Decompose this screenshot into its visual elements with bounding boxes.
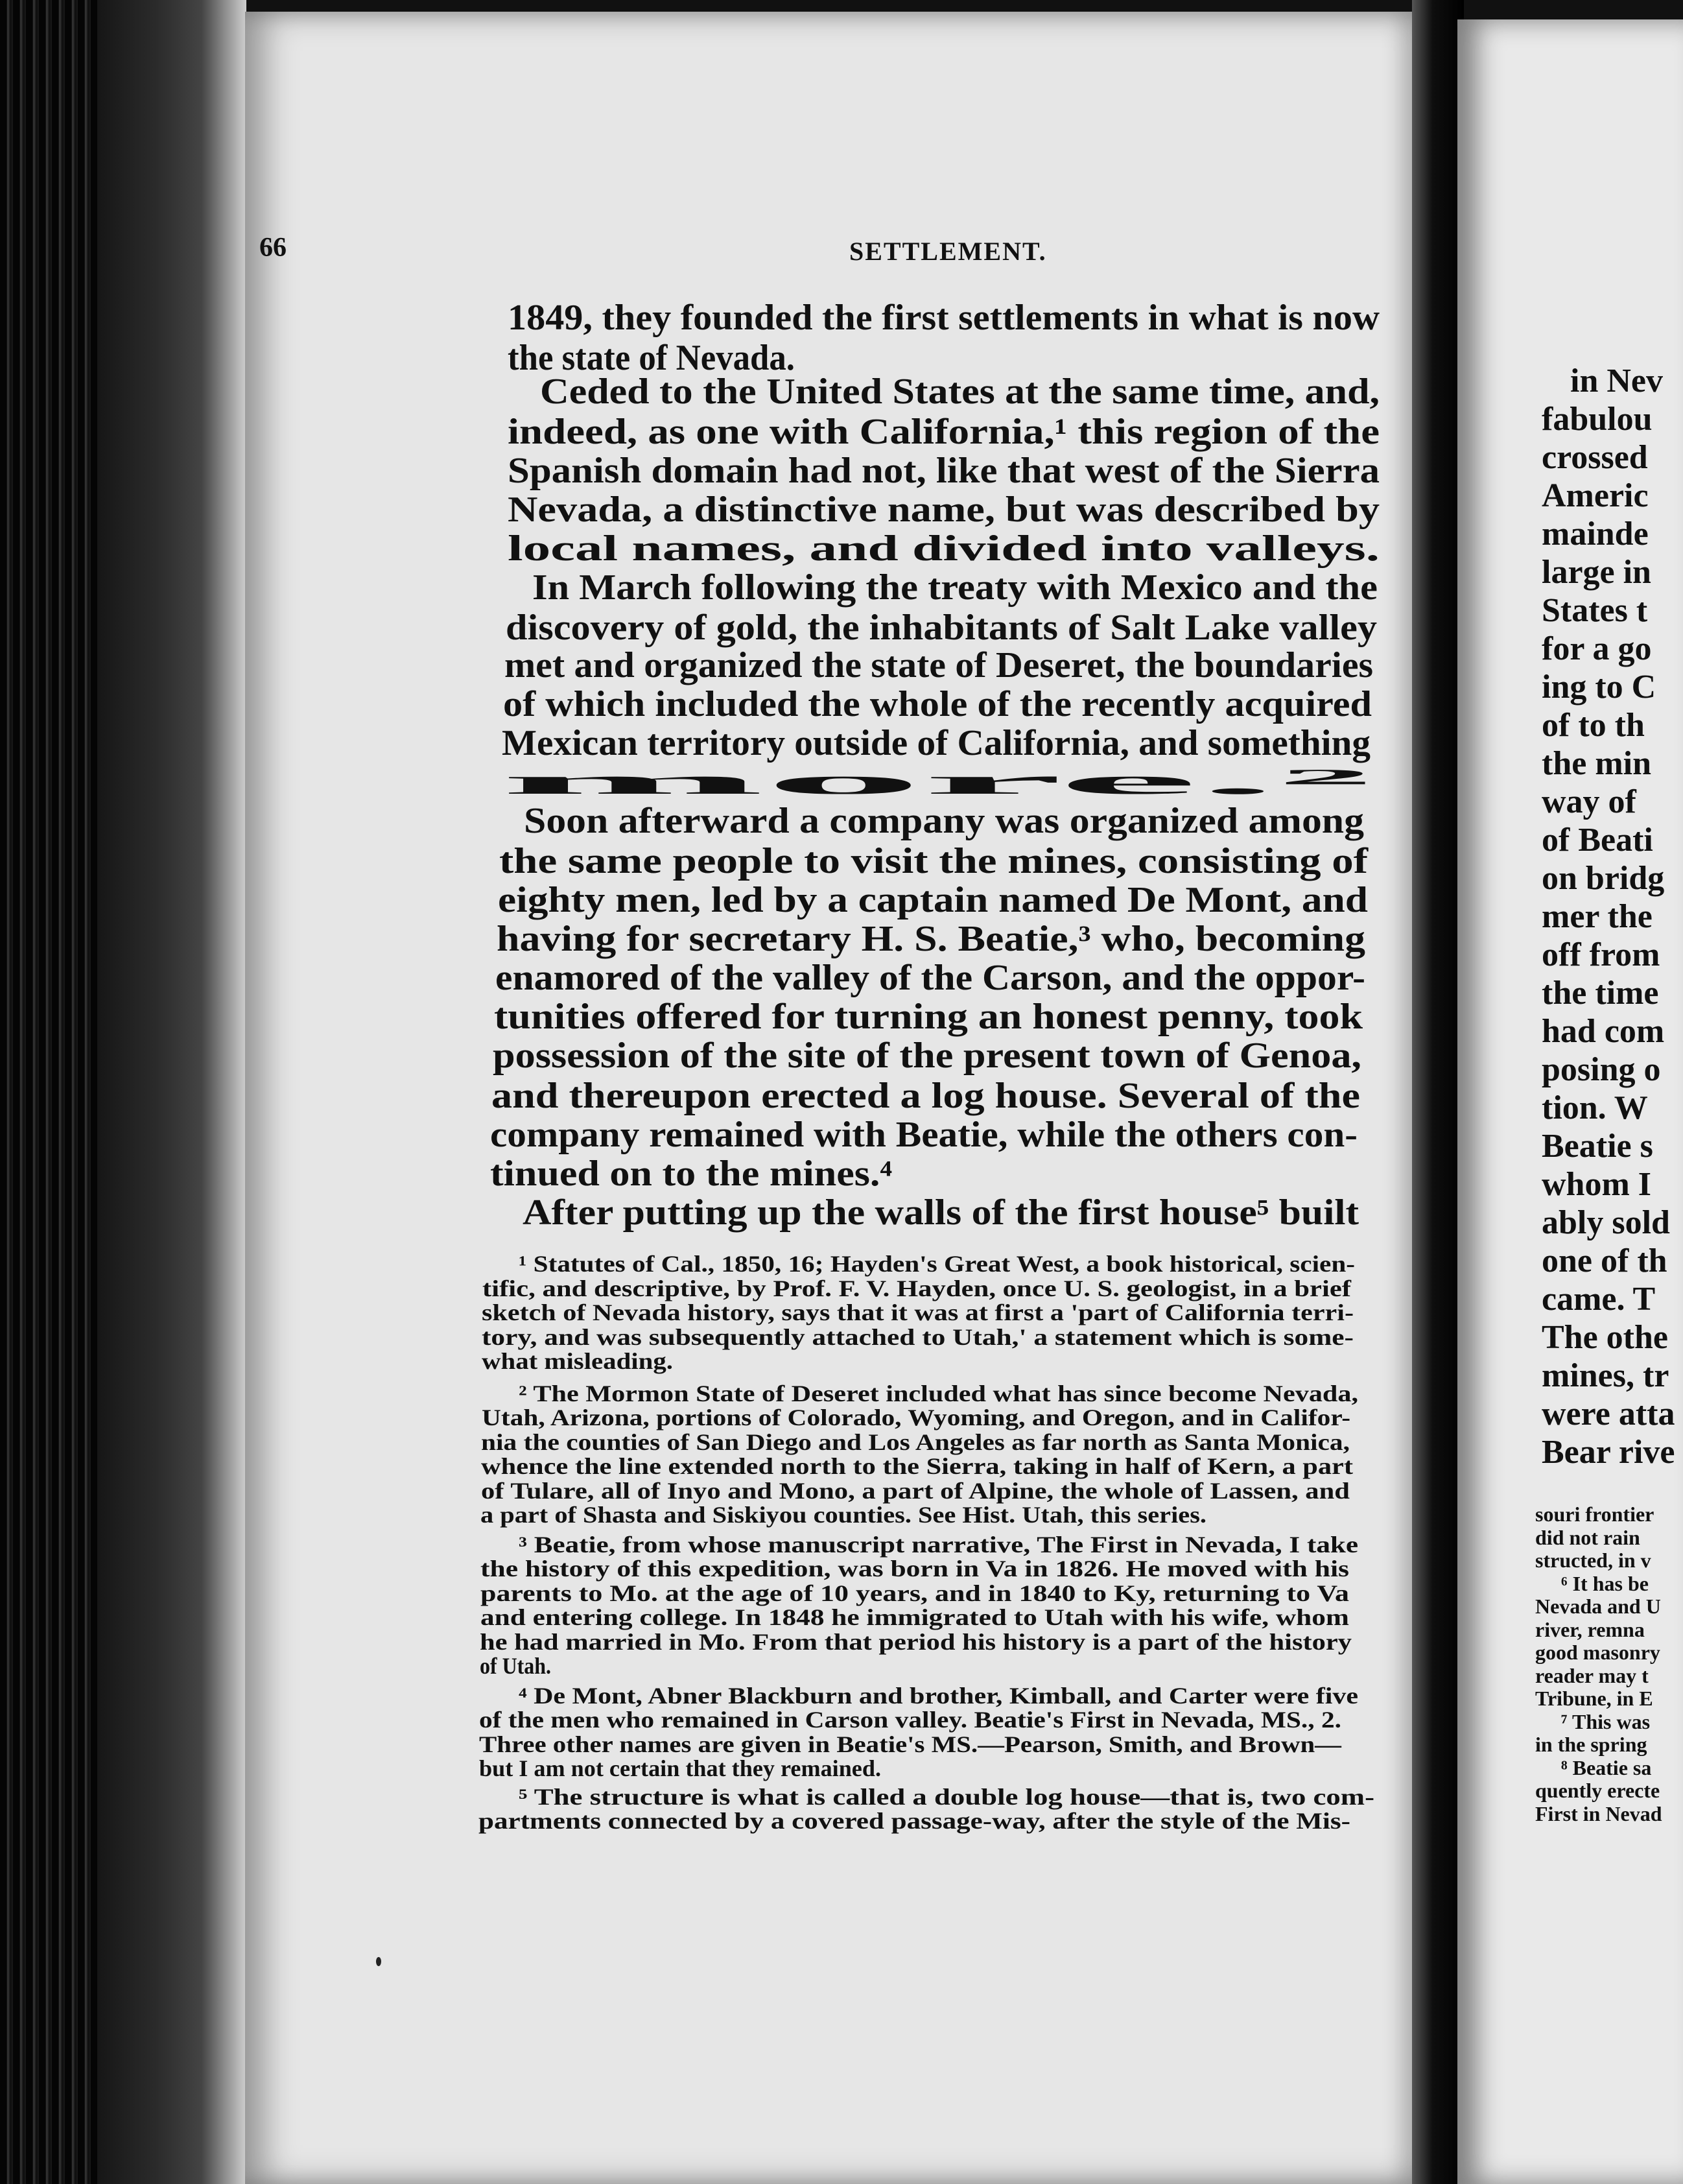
body-line: indeed, as one with California,¹ this region of the [508, 412, 1380, 452]
next-page-line: Americ [1542, 477, 1649, 514]
next-page-line: off from [1542, 936, 1660, 973]
footnote-line: sketch of Nevada history, says that it was at first a 'part of California terri- [482, 1300, 1354, 1325]
footnote-line: ⁵ The structure is what is called a double log house—that is, two com- [519, 1783, 1374, 1810]
footnote-line: whence the line extended north to the Sierra, taking in half of Kern, a part [481, 1453, 1353, 1479]
next-page-footnote-line: First in Nevad [1535, 1801, 1662, 1825]
body-line: Ceded to the United States at the same time, and, [540, 372, 1380, 412]
next-page-footnote-line: Tribune, in E [1535, 1687, 1653, 1710]
body-line: Nevada, a distinctive name, but was described by [508, 490, 1380, 530]
next-page-line: in Nev [1570, 362, 1663, 399]
footnote-line: but I am not certain that they remained. [478, 1755, 881, 1781]
footnote-line: ² The Mormon State of Deseret included what has since become Nevada, [519, 1380, 1358, 1407]
book-gutter [1412, 0, 1464, 2184]
next-page-line: were atta [1542, 1395, 1675, 1432]
footnote-line: ⁴ De Mont, Abner Blackburn and brother, Kimball, and Carter were five [519, 1682, 1358, 1709]
next-page-footnote-line: structed, in v [1535, 1549, 1651, 1572]
next-page-line: ably sold [1542, 1204, 1670, 1241]
next-page-footnote-line: reader may t [1535, 1663, 1649, 1687]
next-page-footnote-line: did not rain [1535, 1525, 1640, 1549]
next-page-line: fabulou [1542, 401, 1653, 438]
body-line: 1849, they founded the first settlements in what is now [508, 298, 1380, 338]
footnote-line: Three other names are given in Beatie's MS.—Pearson, Smith, and Brown— [479, 1731, 1341, 1757]
next-page-footnote-line: good masonry [1535, 1641, 1660, 1664]
next-page-footnote-line: ⁶ It has be [1561, 1571, 1649, 1595]
footnote-line: of the men who remained in Carson valley. Beatie's First in Nevada, MS., 2. [479, 1707, 1341, 1733]
footnote-line: a part of Shasta and Siskiyou counties. See Hist. Utah, this series. [480, 1502, 1207, 1528]
footnote-line: ¹ Statutes of Cal., 1850, 16; Hayden's Great West, a book historical, scien- [519, 1251, 1355, 1277]
next-page-line: Beatie s [1542, 1128, 1653, 1165]
next-page-line: mines, tr [1542, 1357, 1669, 1394]
next-page-footnote-line: ⁸ Beatie sa [1561, 1755, 1652, 1779]
footnote-line: of Tulare, all of Inyo and Mono, a part of Alpine, the whole of Lassen, and [480, 1477, 1350, 1504]
next-page-line: crossed [1542, 439, 1648, 476]
next-page-line: mer the [1542, 898, 1653, 935]
ink-speck [376, 1957, 381, 1966]
next-page-line: the time [1542, 975, 1659, 1012]
next-page-line: States t [1542, 592, 1648, 629]
body-line: Spanish domain had not, like that west of the Sierra [508, 451, 1380, 491]
footnote-line: and entering college. In 1848 he immigrated to Utah with his wife, whom [480, 1604, 1349, 1630]
footnote-line: nia the counties of San Diego and Los Angeles as far north as Santa Monica, [481, 1429, 1350, 1455]
body-line: Soon afterward a company was organized among [524, 801, 1364, 841]
body-line: local names, and divided into valleys. [508, 528, 1380, 569]
next-page-line: for a go [1542, 630, 1652, 667]
body-line: After putting up the walls of the first house⁵ built [523, 1193, 1359, 1233]
next-page-footnote-line: river, remna [1535, 1617, 1645, 1641]
body-line: tinued on to the mines.⁴ [490, 1154, 892, 1194]
next-page-line: on bridg [1542, 860, 1665, 897]
body-line: enamored of the valley of the Carson, and the oppor- [495, 958, 1365, 998]
running-title: SETTLEMENT. [849, 237, 1047, 266]
next-page-line: one of th [1542, 1242, 1667, 1279]
footnote-line: he had married in Mo. From that period his history is a part of the history [480, 1628, 1352, 1655]
body-line: having for secretary H. S. Beatie,³ who, becoming [497, 919, 1365, 959]
body-line: eighty men, led by a captain named De Mont, and [498, 880, 1368, 920]
next-page-line: the min [1542, 745, 1651, 782]
footnote-line: of Utah. [479, 1653, 551, 1679]
page-number: 66 [259, 233, 287, 263]
body-line: and thereupon erected a log house. Several of the [491, 1076, 1360, 1116]
next-page-line: of Beati [1542, 822, 1653, 859]
next-page-footnote-line: ⁷ This was [1561, 1709, 1651, 1733]
footnote-line: parents to Mo. at the age of 10 years, and in 1840 to Ky, returning to Va [480, 1580, 1349, 1606]
next-page-line: posing o [1542, 1051, 1661, 1088]
next-page-line: had com [1542, 1013, 1665, 1050]
next-page-footnote-line: in the spring [1535, 1733, 1647, 1756]
next-page-line: way of [1542, 783, 1636, 820]
next-page-line: tion. W [1542, 1089, 1648, 1126]
next-page-footnote-line: quently erecte [1535, 1779, 1660, 1802]
body-line: Mexican territory outside of California, and something [502, 723, 1371, 763]
body-line: possession of the site of the present town of Genoa, [493, 1036, 1361, 1076]
footnote-line: what misleading. [481, 1348, 673, 1374]
next-page-line: The othe [1542, 1319, 1668, 1356]
body-line: discovery of gold, the inhabitants of Salt Lake valley [506, 608, 1377, 648]
book-page-edges [0, 0, 246, 2184]
next-page-line: ing to C [1542, 669, 1656, 706]
footnote-line: tory, and was subsequently attached to Utah,' a statement which is some- [481, 1323, 1354, 1350]
next-page-line: came. T [1542, 1281, 1656, 1318]
body-line: In March following the treaty with Mexico and the [532, 567, 1378, 608]
footnote-line: partments connected by a covered passage-way, after the style of the Mis- [478, 1808, 1350, 1834]
body-line: of which included the whole of the recently acquired [503, 684, 1372, 724]
next-page-footnote-line: Nevada and U [1535, 1595, 1661, 1618]
body-line: the same people to visit the mines, consisting of [499, 841, 1368, 881]
next-page-line: large in [1542, 554, 1651, 591]
body-line: the state of Nevada. [508, 338, 795, 378]
body-line: more.² [500, 762, 1372, 802]
footnote-line: the history of this expedition, was born in Va in 1826. He moved with his [480, 1556, 1349, 1582]
footnote-line: ³ Beatie, from whose manuscript narrative, The First in Nevada, I take [519, 1531, 1358, 1558]
next-page-line: of to th [1542, 707, 1645, 744]
next-page-line: Bear rive [1542, 1434, 1675, 1471]
next-page-line: whom I [1542, 1166, 1652, 1203]
next-page-footnote-line: souri frontier [1535, 1502, 1654, 1526]
next-page-line: mainde [1542, 516, 1649, 552]
body-line: tunities offered for turning an honest penny, took [494, 997, 1363, 1037]
body-line: met and organized the state of Deseret, the boundaries [504, 645, 1373, 685]
body-line: company remained with Beatie, while the others con- [490, 1115, 1358, 1155]
footnote-line: Utah, Arizona, portions of Colorado, Wyoming, and Oregon, and in Califor- [481, 1405, 1350, 1430]
footnote-line: tific, and descriptive, by Prof. F. V. Hayden, once U. S. geologist, in a brief [482, 1275, 1351, 1301]
